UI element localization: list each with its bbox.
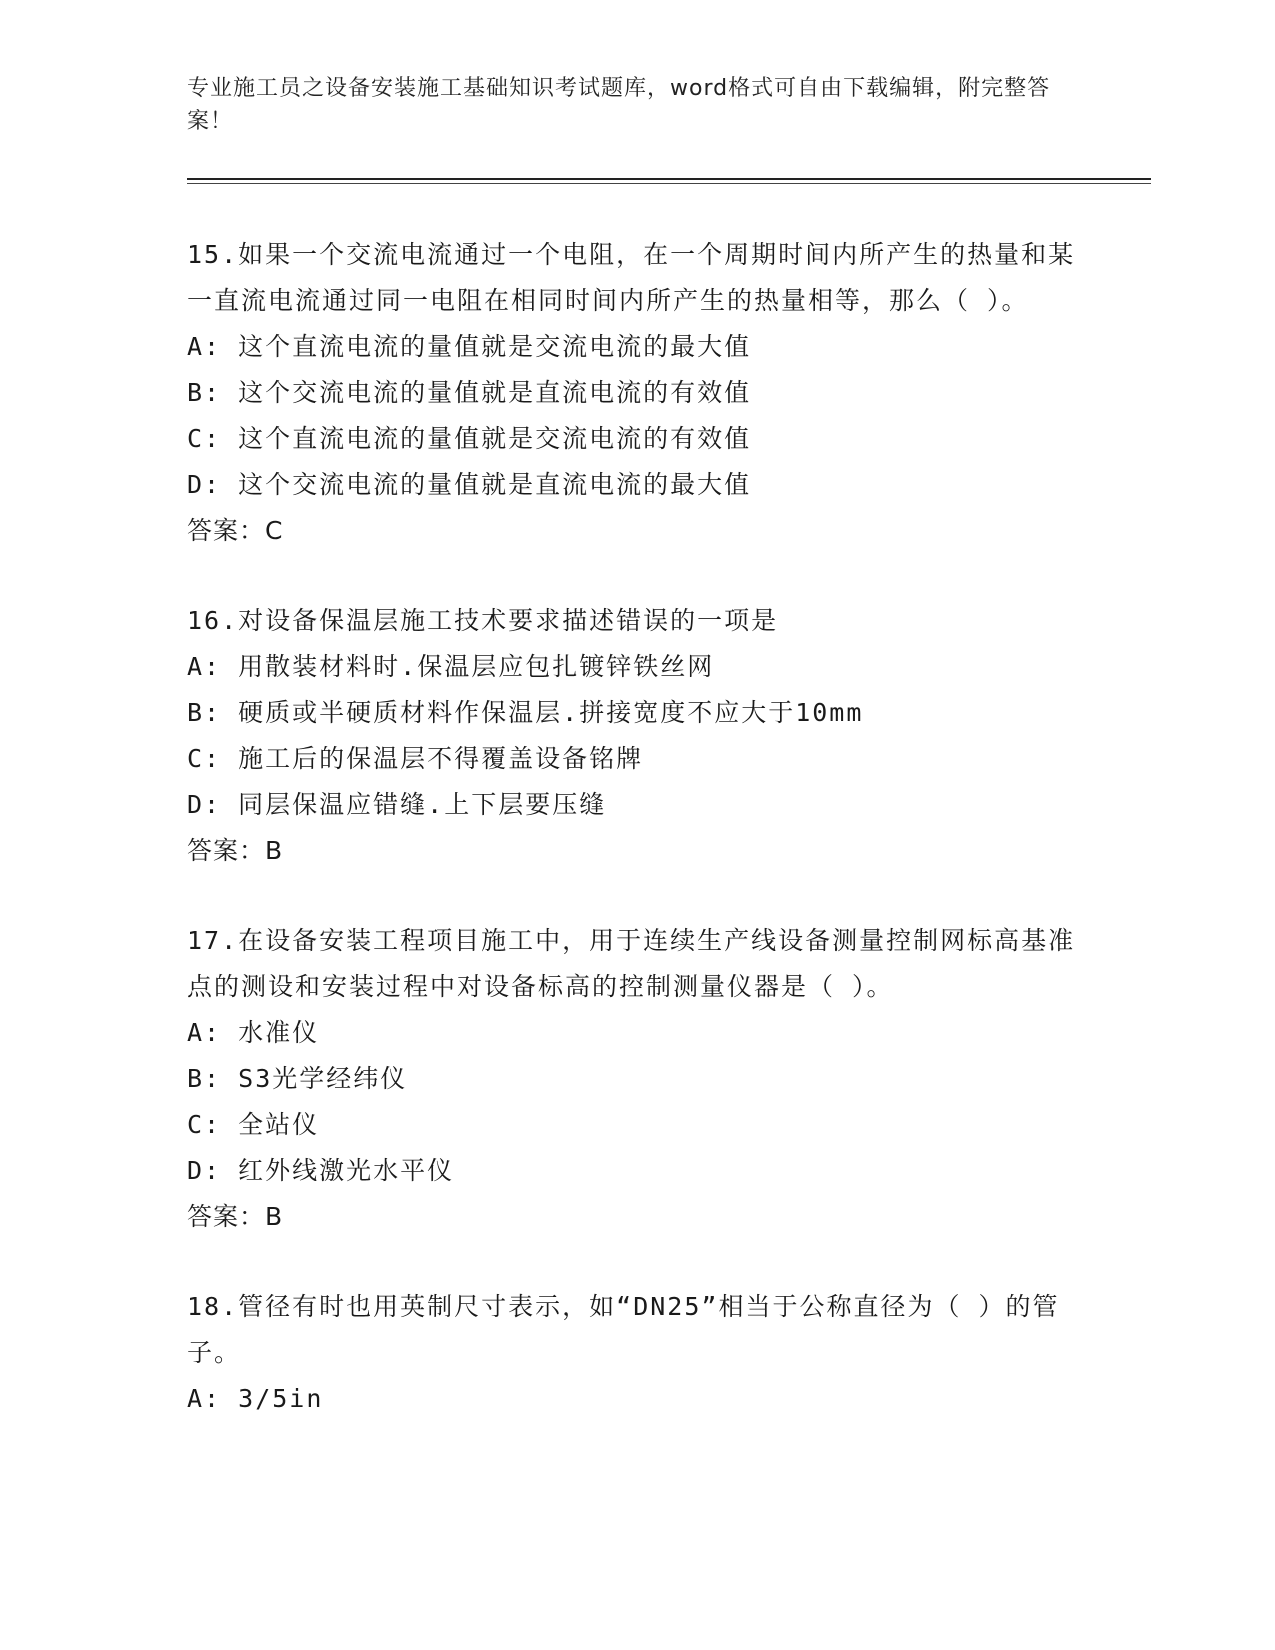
header-divider-thick — [187, 178, 1151, 180]
document-header: 专业施工员之设备安装施工基础知识考试题库，word格式可自由下载编辑，附完整答案！ — [187, 76, 1051, 134]
question-text: 15.如果一个交流电流通过一个电阻，在一个周期时间内所产生的热量和某一直流电流通过同一电阻在相同时间内所产生的热量相等，那么（ ）。 — [187, 240, 1076, 315]
header-divider-thin — [187, 183, 1151, 184]
option-a: A: 用散装材料时.保温层应包扎镀锌铁丝网 — [187, 652, 715, 681]
answer: 答案：B — [187, 836, 284, 865]
question-15 — [187, 232, 1087, 554]
question-spacer — [187, 1240, 1087, 1284]
option-b: B: 这个交流电流的量值就是直流电流的有效值 — [187, 378, 752, 407]
question-18 — [187, 1284, 1087, 1422]
question-text: 16.对设备保温层施工技术要求描述错误的一项是 — [187, 606, 779, 635]
option-c: C: 全站仪 — [187, 1110, 320, 1139]
question-spacer — [187, 554, 1087, 598]
option-a: A: 水准仪 — [187, 1018, 320, 1047]
option-c: C: 这个直流电流的量值就是交流电流的有效值 — [187, 424, 752, 453]
option-c: C: 施工后的保温层不得覆盖设备铭牌 — [187, 744, 644, 773]
question-list — [187, 232, 1087, 1422]
question-text: 18.管径有时也用英制尺寸表示，如“DN25”相当于公称直径为（ ）的管子。 — [187, 1292, 1060, 1367]
question-17 — [187, 918, 1087, 1240]
question-16 — [187, 598, 1087, 874]
option-a: A: 3/5in — [187, 1384, 324, 1413]
option-a: A: 这个直流电流的量值就是交流电流的最大值 — [187, 332, 752, 361]
option-d: D: 红外线激光水平仪 — [187, 1156, 455, 1185]
option-d: D: 同层保温应错缝.上下层要压缝 — [187, 790, 607, 819]
question-text: 17.在设备安装工程项目施工中，用于连续生产线设备测量控制网标高基准点的测设和安装过程中对设备标高的控制测量仪器是（ ）。 — [187, 926, 1076, 1001]
option-d: D: 这个交流电流的量值就是直流电流的最大值 — [187, 470, 752, 499]
question-spacer — [187, 874, 1087, 918]
answer: 答案：C — [187, 516, 284, 545]
answer: 答案：B — [187, 1202, 284, 1231]
option-b: B: S3光学经纬仪 — [187, 1064, 408, 1093]
option-b: B: 硬质或半硬质材料作保温层.拼接宽度不应大于10mm — [187, 698, 864, 727]
